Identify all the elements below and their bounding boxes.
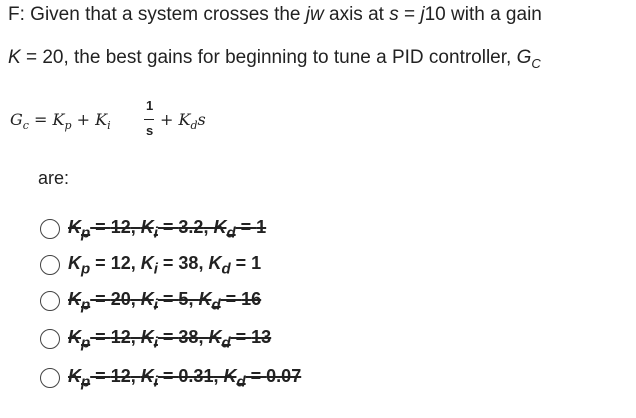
radio-icon[interactable] xyxy=(40,329,60,349)
option-3-label: $K_p = 20$, $K_i = 5$, $K_d = 16$ xyxy=(68,288,262,314)
are-label: are: xyxy=(38,168,70,188)
option-2[interactable] xyxy=(40,251,261,279)
radio-icon[interactable] xyxy=(40,255,60,275)
question-line-2: K = 20, the best gains for beginning to tune a PID controller, $G_C$ xyxy=(8,47,541,71)
option-3[interactable] xyxy=(40,287,261,315)
option-2-label: $K_p = 12$, $K_i = 38$, $K_d = 1$ xyxy=(68,252,262,278)
radio-icon[interactable] xyxy=(40,291,60,311)
option-4-label: $K_p = 12$, $K_i = 38$, $K_d = 13$ xyxy=(68,326,272,352)
option-5-label: $K_p = 12$, $K_i = 0.31$, $K_d = 0.07$ xyxy=(68,365,302,391)
option-5[interactable] xyxy=(40,364,301,392)
radio-icon[interactable] xyxy=(40,219,60,239)
question-line-1: F: Given that a system crosses the jw axis at s = j10 with a gain xyxy=(8,4,542,25)
option-1[interactable] xyxy=(40,215,266,243)
option-4[interactable] xyxy=(40,325,271,353)
option-1-label: $K_p = 12$, $K_i = 3.2$, $K_d = 1$ xyxy=(68,216,267,242)
radio-icon[interactable] xyxy=(40,368,60,388)
